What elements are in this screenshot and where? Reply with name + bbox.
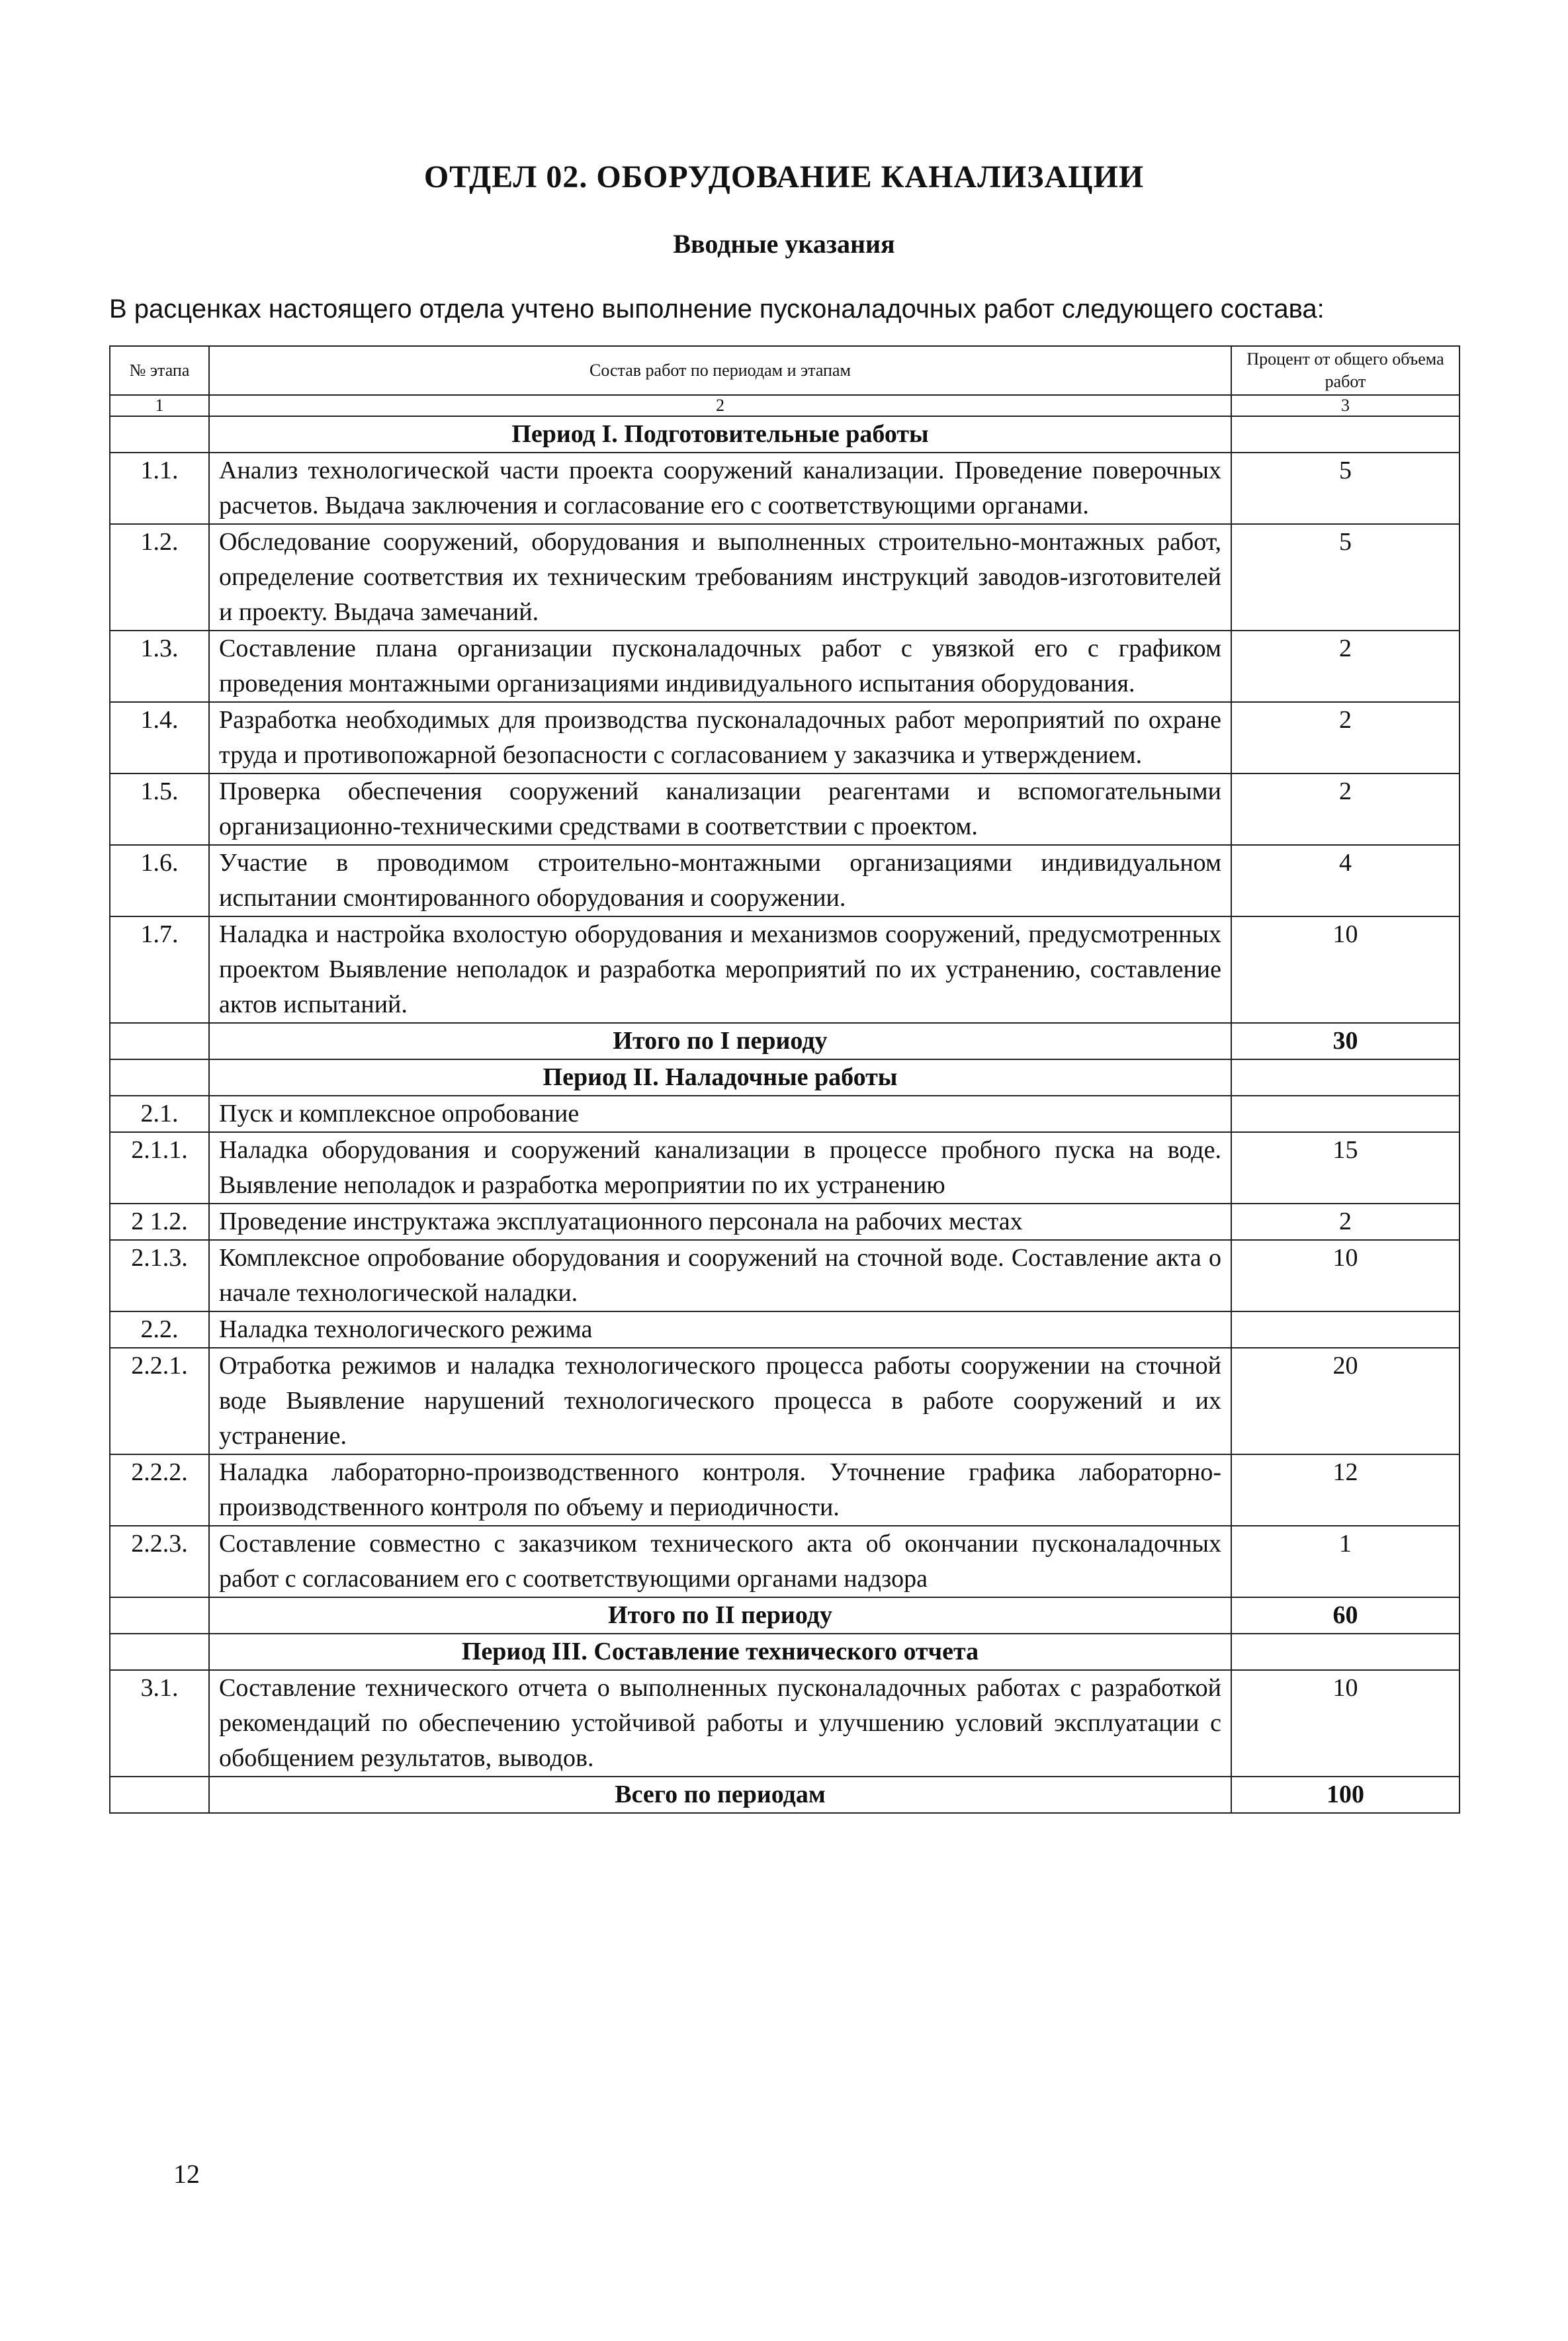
stage-number: 1.3. xyxy=(110,631,209,702)
percent-value: 20 xyxy=(1231,1348,1459,1454)
work-description: Наладка и настройка вхолостую оборудования и механизмов сооружений, предусмотренных проектом Выявление неполадок и разработка мероприятий по их устранению, составление актов испытаний. xyxy=(209,916,1231,1023)
work-description: Составление технического отчета о выполненных пусконаладочных работах с разработкой рекомендаций по обеспечению устойчивой работы и улучшению условий эксплуатации с обобщением результатов, выводов. xyxy=(209,1670,1231,1777)
work-description: Комплексное опробование оборудования и сооружений на сточной воде. Составление акта о начале технологической наладки. xyxy=(209,1240,1231,1311)
work-description: Период I. Подготовительные работы xyxy=(209,416,1231,453)
percent-value: 15 xyxy=(1231,1132,1459,1204)
column-number-row xyxy=(110,395,1459,416)
percent-value xyxy=(1231,416,1459,453)
work-description: Проверка обеспечения сооружений канализации реагентами и вспомогательными организационно-техническими средствами в соответствии с проектом. xyxy=(209,773,1231,845)
percent-value: 2 xyxy=(1231,702,1459,773)
percent-value: 2 xyxy=(1231,1204,1459,1240)
stage-number xyxy=(110,1023,209,1059)
table-row xyxy=(110,1132,1459,1204)
stage-number: 1.5. xyxy=(110,773,209,845)
section-title: ОТДЕЛ 02. ОБОРУДОВАНИЕ КАНАЛИЗАЦИИ xyxy=(423,159,1145,195)
percent-value: 60 xyxy=(1231,1597,1459,1634)
work-description: Итого по II периоду xyxy=(209,1597,1231,1634)
stage-number: 2 1.2. xyxy=(110,1204,209,1240)
percent-value: 10 xyxy=(1231,916,1459,1023)
stage-number xyxy=(110,1597,209,1634)
period-header-row xyxy=(110,1634,1459,1670)
page-number: 12 xyxy=(173,2159,200,2189)
percent-value: 12 xyxy=(1231,1454,1459,1526)
work-description: Составление плана организации пусконаладочных работ с увязкой его с графиком проведения монтажными организациями индивидуального испытания оборудования. xyxy=(209,631,1231,702)
stage-number xyxy=(110,1059,209,1096)
percent-value xyxy=(1231,1059,1459,1096)
column-number: 3 xyxy=(1231,395,1459,416)
work-description: Период III. Составление технического отчета xyxy=(209,1634,1231,1670)
stage-number: 2.1.3. xyxy=(110,1240,209,1311)
work-description: Период II. Наладочные работы xyxy=(209,1059,1231,1096)
percent-value: 2 xyxy=(1231,773,1459,845)
table-row xyxy=(110,524,1459,631)
stage-number xyxy=(110,416,209,453)
percent-value: 4 xyxy=(1231,845,1459,916)
percent-value: 5 xyxy=(1231,453,1459,524)
header-percent: Процент от общего объема работ xyxy=(1231,346,1459,395)
work-description: Наладка технологического режима xyxy=(209,1311,1231,1348)
percent-value: 1 xyxy=(1231,1526,1459,1597)
column-number: 2 xyxy=(209,395,1231,416)
total-row xyxy=(110,1777,1459,1813)
stage-number: 2.2. xyxy=(110,1311,209,1348)
work-description: Наладка оборудования и сооружений канализации в процессе пробного пуска на воде. Выявление неполадок и разработка мероприятии по их устранению xyxy=(209,1132,1231,1204)
table-row xyxy=(110,1204,1459,1240)
work-description: Всего по периодам xyxy=(209,1777,1231,1813)
section-subtitle: Вводные указания xyxy=(673,229,895,259)
table-row xyxy=(110,631,1459,702)
stage-number: 1.1. xyxy=(110,453,209,524)
table-row xyxy=(110,845,1459,916)
work-description: Пуск и комплексное опробование xyxy=(209,1096,1231,1132)
table-row xyxy=(110,1454,1459,1526)
stage-number: 2.1.1. xyxy=(110,1132,209,1204)
stage-number: 1.4. xyxy=(110,702,209,773)
column-number: 1 xyxy=(110,395,209,416)
stage-number: 2.2.3. xyxy=(110,1526,209,1597)
table-row xyxy=(110,453,1459,524)
percent-value: 10 xyxy=(1231,1240,1459,1311)
table-row xyxy=(110,1096,1459,1132)
table-row xyxy=(110,1348,1459,1454)
stage-number: 1.2. xyxy=(110,524,209,631)
stage-number: 1.7. xyxy=(110,916,209,1023)
table-row xyxy=(110,1311,1459,1348)
work-description: Итого по I периоду xyxy=(209,1023,1231,1059)
stage-number xyxy=(110,1634,209,1670)
total-row xyxy=(110,1597,1459,1634)
header-stage-number: № этапа xyxy=(110,346,209,395)
stage-number xyxy=(110,1777,209,1813)
percent-value xyxy=(1231,1096,1459,1132)
work-description: Обследование сооружений, оборудования и выполненных строительно-монтажных работ, определение соответствия их техническим требованиям инструкций заводов-изготовителей и проекту. Выдача замечаний. xyxy=(209,524,1231,631)
percent-value: 10 xyxy=(1231,1670,1459,1777)
total-row xyxy=(110,1023,1459,1059)
stage-number: 2.2.1. xyxy=(110,1348,209,1454)
header-work-composition: Состав работ по периодам и этапам xyxy=(209,346,1231,395)
table-header-row xyxy=(110,346,1459,395)
table-row xyxy=(110,1670,1459,1777)
table-row xyxy=(110,702,1459,773)
stage-number: 1.6. xyxy=(110,845,209,916)
percent-value: 2 xyxy=(1231,631,1459,702)
work-description: Участие в проводимом строительно-монтажными организациями индивидуальном испытании смонтированного оборудования и сооружении. xyxy=(209,845,1231,916)
percent-value xyxy=(1231,1311,1459,1348)
percent-value: 30 xyxy=(1231,1023,1459,1059)
table-row xyxy=(110,1240,1459,1311)
stage-number: 3.1. xyxy=(110,1670,209,1777)
table-row xyxy=(110,773,1459,845)
work-description: Наладка лабораторно-производственного контроля. Уточнение графика лабораторно-производственного контроля по объему и периодичности. xyxy=(209,1454,1231,1526)
stage-number: 2.2.2. xyxy=(110,1454,209,1526)
work-description: Составление совместно с заказчиком технического акта об окончании пусконаладочных работ с согласованием его с соответствующими органами надзора xyxy=(209,1526,1231,1597)
period-header-row xyxy=(110,1059,1459,1096)
work-description: Проведение инструктажа эксплуатационного персонала на рабочих местах xyxy=(209,1204,1231,1240)
period-header-row xyxy=(110,416,1459,453)
intro-text: В расценках настоящего отдела учтено выполнение пусконаладочных работ следующего состава: xyxy=(109,294,1325,324)
table-row xyxy=(110,916,1459,1023)
work-description: Анализ технологической части проекта сооружений канализации. Проведение поверочных расчетов. Выдача заключения и согласование его с соответствующими органами. xyxy=(209,453,1231,524)
percent-value: 100 xyxy=(1231,1777,1459,1813)
percent-value: 5 xyxy=(1231,524,1459,631)
work-description: Разработка необходимых для производства пусконаладочных работ мероприятий по охране труда и противопожарной безопасности с согласованием у заказчика и утверждением. xyxy=(209,702,1231,773)
stage-number: 2.1. xyxy=(110,1096,209,1132)
works-table xyxy=(109,345,1460,1814)
percent-value xyxy=(1231,1634,1459,1670)
table-row xyxy=(110,1526,1459,1597)
work-description: Отработка режимов и наладка технологического процесса работы сооружении на сточной воде Выявление нарушений технологического процесса в работе сооружений и их устранение. xyxy=(209,1348,1231,1454)
